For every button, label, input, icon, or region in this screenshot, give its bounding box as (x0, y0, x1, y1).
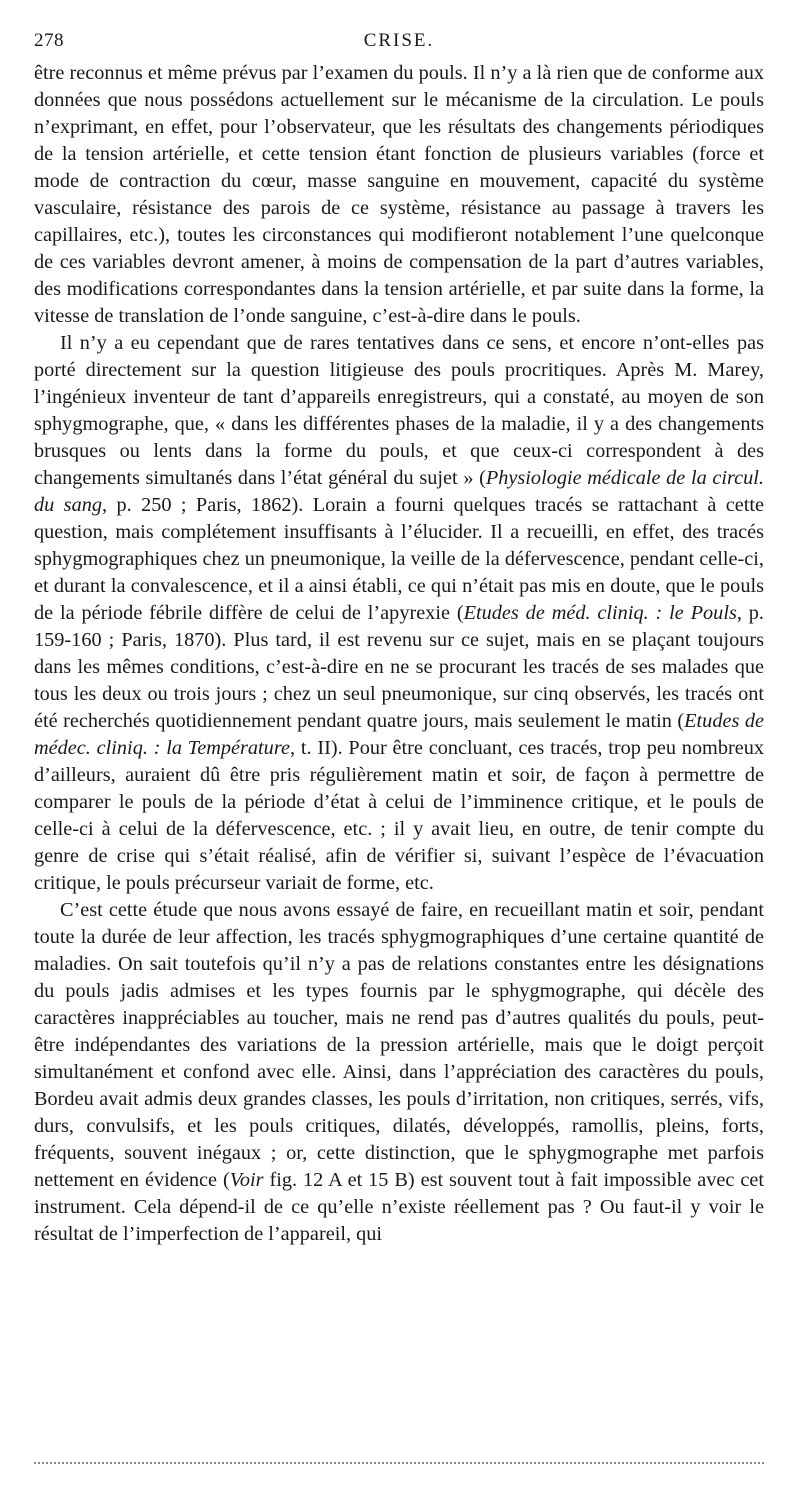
italic-citation: Physiologie médicale de la circul. du sang (34, 467, 764, 516)
italic-citation: Etudes de médec. cliniq. : la Température (34, 710, 764, 759)
text-run: , t. II). Pour être concluant, ces tracés, trop peu nombreux d’ailleurs, auraient dû être pris régulièrement matin et soir, de façon à permettre de comparer le pouls de la période d’état à celui de l’imminence critique, et le pouls de celle-ci à celui de la défervescence, etc. ; il y avait lieu, en outre, de tenir compte du genre de crise qui s’était réalisé, afin de vérifier si, suivant l’espèce de l’évacuation critique, le pouls précurseur variait de forme, etc. (34, 737, 764, 894)
text-run: C’est cette étude que nous avons essayé de faire, en recueillant matin et soir, pendant toute la durée de leur affection, les tracés sphygmographiques d’une certaine quantité de maladies. On sait toutefois qu’il n’y a pas de relations constantes entre les désignations du pouls jadis admises et les types fournis par le sphygmographe, qui décèle des caractères inappréciables au toucher, mais ne rend pas d’autres qualités du pouls, peut-être indépendantes des variations de la pression artérielle, mais que le doigt perçoit simultanément et confond avec elle. Ainsi, dans l’appréciation des caractères du pouls, Bordeu avait admis deux grandes classes, les pouls d’irritation, non critiques, serrés, vifs, durs, convulsifs, et les pouls critiques, dilatés, développés, ramollis, pleins, forts, fréquents, souvent inégaux ; or, cette distinction, que le sphygmographe met parfois nettement en évidence ( (34, 899, 764, 1191)
footer-rule (34, 1462, 764, 1464)
text-run: fig. 12 A et 15 B) est souvent tout à fait impossible avec cet instrument. Cela dépend-il de ce qu’elle n’existe réellement pas ? Ou faut-il y voir le résultat de l’imperfection de l’appareil, qui (34, 1169, 764, 1245)
text-run: , p. 159-160 ; Paris, 1870). Plus tard, il est revenu sur ce sujet, mais en se plaçant toujours dans les mêmes conditions, c’est-à-dire en ne se procurant les tracés de ses malades que tous les deux ou trois jours ; chez un seul pneumonique, sur cinq observés, les tracés ont été recherchés quotidiennement pendant quatre jours, mais seulement le matin ( (34, 602, 765, 732)
body-text (34, 60, 764, 1248)
paragraph (34, 330, 764, 897)
page-number: 278 (34, 30, 64, 51)
italic-citation: Voir (229, 1169, 264, 1191)
text-run: Il n’y a eu cependant que de rares tentatives dans ce sens, et encore n’ont-elles pas porté directement sur la question litigieuse des pouls procritiques. Après M. Marey, l’ingénieux inventeur de tant d’appareils enregistreurs, qui a constaté, au moyen de son sphygmographe, que, « dans les différentes phases de la maladie, il y a des changements brusques ou lents dans la forme du pouls, et que ceux-ci correspondent à des changements simultanés dans l’état général du sujet » ( (34, 332, 764, 489)
paragraph (34, 60, 764, 330)
paragraph (34, 897, 764, 1248)
italic-citation: Etudes de méd. cliniq. : le Pouls (463, 602, 737, 624)
text-run: , p. 250 ; Paris, 1862). Lorain a fourni quelques tracés se rattachant à cette question, mais complétement insuffisants à l’élucider. Il a recueilli, en effet, des tracés sphygmographiques chez un pneumonique, la veille de la défervescence, pendant celle-ci, et durant la convalescence, et il a ainsi établi, ce qui n’était pas mis en doute, que le pouls de la période fébrile diffère de celui de l’apyrexie ( (34, 494, 765, 624)
running-title: CRISE. (363, 30, 435, 51)
page-header (34, 30, 764, 56)
text-run: être reconnus et même prévus par l’examen du pouls. Il n’y a là rien que de conforme aux données que nous possédons actuellement sur le mécanisme de la circulation. Le pouls n’exprimant, en effet, pour l’observateur, que les résultats des changements périodiques de la tension artérielle, et cette tension étant fonction de plusieurs variables (force et mode de contraction du cœur, masse sanguine en mouvement, capacité du système vasculaire, résistance des parois de ce système, résistance au passage à travers les capillaires, etc.), toutes les circonstances qui modifieront notablement l’une quelconque de ces variables devront amener, à moins de compensation de la part d’autres variables, des modifications correspondantes dans la tension artérielle, et par suite dans la forme, la vitesse de translation de l’onde sanguine, c’est-à-dire dans le pouls. (34, 62, 764, 327)
